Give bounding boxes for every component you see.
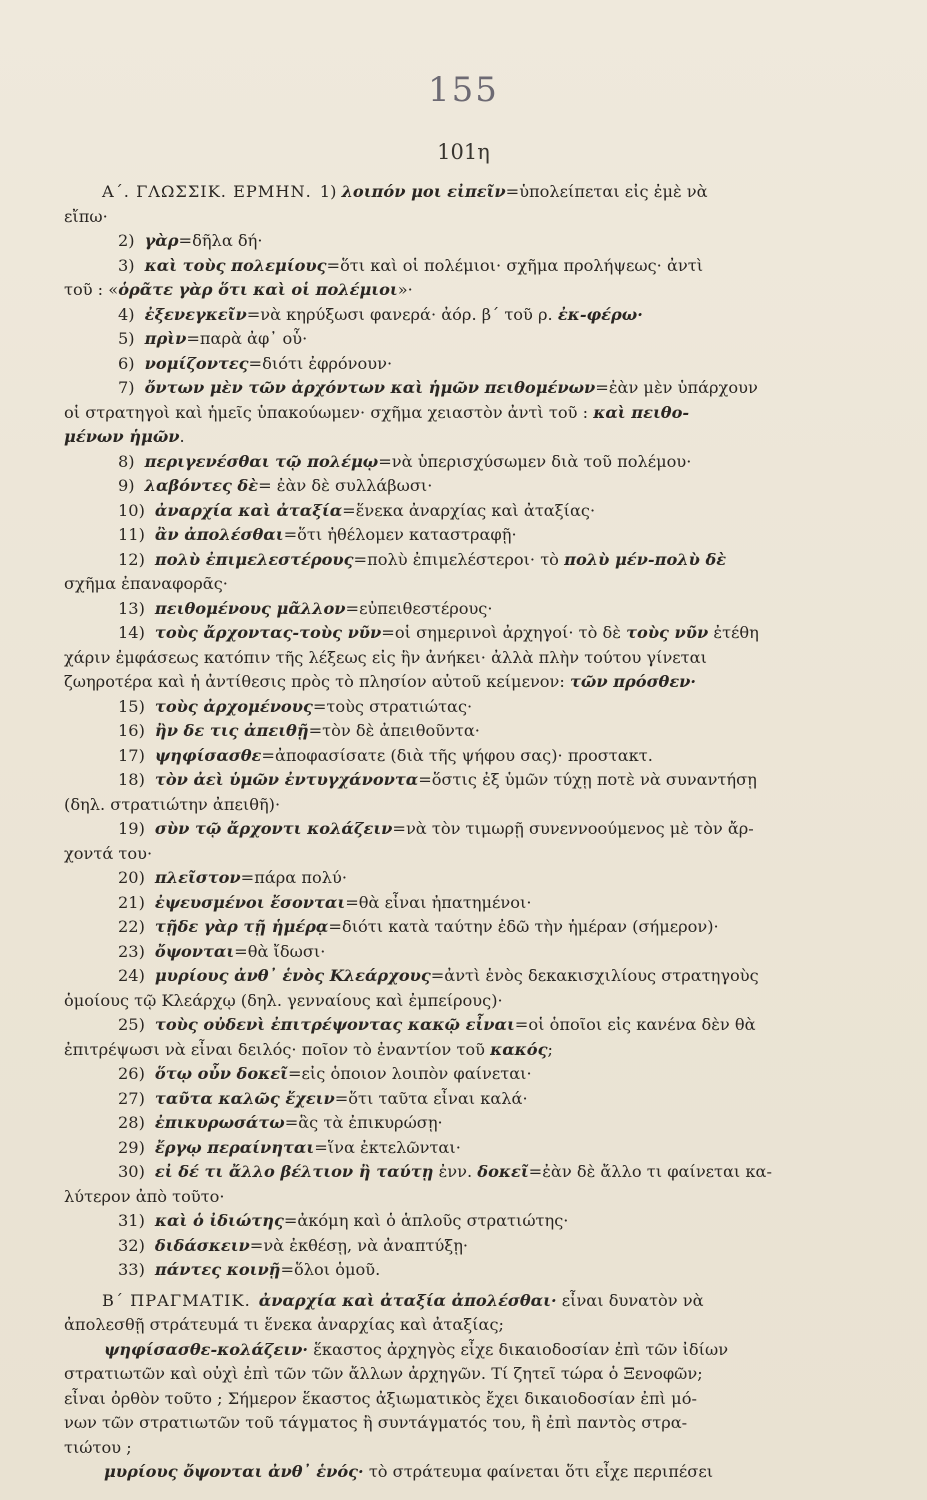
gloss-term: ὁρᾶτε γὰρ ὅτι καὶ οἱ πολέμιοι <box>118 280 398 299</box>
gloss-text: =τοὺς στρατιώτας· <box>312 696 473 716</box>
gloss-term: ἀναρχία καὶ ἀταξία ἀπολέσθαι· <box>258 1290 557 1310</box>
gloss-text: ; <box>547 1039 553 1059</box>
commentary-line <box>64 1362 857 1387</box>
gloss-text: =ὑπολείπεται εἰς ἐμὲ νὰ <box>505 182 708 201</box>
gloss-number: 18) <box>118 770 145 789</box>
gloss-text: οἱ στρατηγοὶ καὶ ἡμεῖς ὑπακούωμεν· σχῆμα χειαστὸν ἀντὶ τοῦ : <box>64 402 589 422</box>
gloss-text: =ἵνα ἐκτελῶνται· <box>314 1137 461 1157</box>
gloss-line <box>64 891 857 916</box>
gloss-line <box>64 1087 857 1112</box>
commentary-text: τὸ στράτευμα φαίνεται ὅτι εἶχε περιπέσει <box>368 1462 714 1481</box>
gloss-line <box>64 670 857 695</box>
gloss-term: πλεῖστον <box>154 868 241 887</box>
gloss-text: σχῆμα ἐπαναφορᾶς· <box>64 574 228 593</box>
gloss-number: 22) <box>118 917 145 936</box>
gloss-term: πολὺ ἐπιμελεστέρους <box>154 549 354 569</box>
gloss-term: ὄψονται <box>154 941 235 961</box>
gloss-text: =νὰ ἐκθέσῃ, νὰ ἀναπτύξῃ· <box>249 1235 469 1255</box>
commentary-text: ἀπολεσθῇ στράτευμά τι ἕνεκα ἀναρχίας καὶ ἀταξίας; <box>64 1315 504 1334</box>
gloss-term: ψηφίσασθε-κολάζειν· <box>104 1339 309 1359</box>
gloss-term: τοὺς οὐδενὶ ἐπιτρέψοντας κακῷ εἶναι <box>154 1015 515 1034</box>
gloss-line <box>64 254 857 279</box>
gloss-line <box>64 376 857 401</box>
gloss-text: =νὰ κηρύξωσι φανερά· ἀόρ. β΄ τοῦ ρ. <box>246 304 553 324</box>
gloss-number: 33) <box>118 1260 145 1279</box>
gloss-line <box>64 1013 857 1038</box>
commentary-line <box>64 1387 857 1412</box>
gloss-term: ἐψευσμένοι ἔσονται <box>154 892 346 912</box>
gloss-term: λαβόντες δὲ <box>144 476 259 495</box>
gloss-term: καὶ πειθο- <box>593 402 690 422</box>
gloss-text: λύτερον ἀπὸ τοῦτο· <box>64 1186 225 1206</box>
gloss-term: μένων ἡμῶν <box>64 427 180 446</box>
gloss-term: πολὺ μέν-πολὺ δὲ <box>564 549 727 569</box>
gloss-number: 20) <box>118 868 145 887</box>
gloss-line <box>64 964 857 989</box>
gloss-text: =ἃς τὰ ἐπικυρώσῃ· <box>284 1113 443 1132</box>
gloss-line <box>64 1062 857 1087</box>
gloss-term: καὶ τοὺς πολεμίους <box>144 255 327 275</box>
gloss-text: =τὸν δὲ ἀπειθοῦντα· <box>308 721 480 740</box>
gloss-line <box>64 1234 857 1259</box>
gloss-line <box>64 499 857 524</box>
gloss-term: ὄντων μὲν τῶν ἀρχόντων καὶ ἡμῶν πειθομένων <box>144 378 596 397</box>
gloss-text: ζωηροτέρα καὶ ἡ ἀντίθεσις πρὸς τὸ πλησίον αὐτοῦ κείμενον: <box>64 672 565 691</box>
gloss-number: 30) <box>118 1162 145 1181</box>
gloss-number: 13) <box>118 598 145 618</box>
gloss-term: τῶν πρόσθεν· <box>570 672 697 691</box>
gloss-line <box>64 352 857 377</box>
gloss-line <box>64 817 857 842</box>
gloss-number: 21) <box>118 892 145 912</box>
commentary-line <box>64 1338 857 1363</box>
commentary-line <box>64 1460 857 1485</box>
gloss-text: =ὅτι ἠθέλομεν καταστραφῇ· <box>283 525 517 544</box>
gloss-number: 24) <box>118 966 145 985</box>
gloss-text: ἐτέθη <box>713 623 759 642</box>
gloss-number: 15) <box>118 696 145 716</box>
commentary-body <box>64 174 857 1485</box>
gloss-number: 2) <box>118 231 135 250</box>
gloss-line <box>64 205 857 230</box>
gloss-number: 25) <box>118 1015 145 1034</box>
gloss-term: λοιπόν μοι εἰπεῖν <box>341 182 506 201</box>
gloss-line <box>64 989 857 1014</box>
gloss-line <box>64 597 857 622</box>
gloss-text: =διότι κατὰ ταύτην ἐδῶ τὴν ἡμέραν (σήμερον)· <box>328 917 719 936</box>
gloss-number: 6) <box>118 353 135 373</box>
gloss-text: =ἕνεκα ἀναρχίας καὶ ἀταξίας· <box>342 500 596 520</box>
gloss-line <box>64 744 857 769</box>
gloss-number: 1) <box>319 182 337 201</box>
gloss-number: 3) <box>118 255 135 275</box>
gloss-text: =ὅτι ταῦτα εἶναι καλά· <box>334 1088 528 1108</box>
gloss-term: ταῦτα καλῶς ἔχειν <box>154 1088 335 1108</box>
gloss-term: τοὺς ἀρχομένους <box>154 696 313 716</box>
gloss-number: 11) <box>118 525 145 544</box>
gloss-line <box>64 278 857 303</box>
gloss-text: =θὰ ἴδωσι· <box>234 941 326 961</box>
gloss-text: (δηλ. στρατιώτην ἀπειθῆ)· <box>64 794 281 814</box>
gloss-line <box>64 842 857 867</box>
gloss-line <box>64 940 857 965</box>
gloss-term: τοὺς ἄρχοντας-τοὺς νῦν <box>154 623 382 642</box>
gloss-line <box>64 1111 857 1136</box>
section-b-label: Β΄ ΠΡΑΓΜΑΤΙΚ. <box>102 1290 251 1310</box>
gloss-text: =ὅστις ἐξ ὑμῶν τύχῃ ποτὲ νὰ συναντήσῃ <box>418 770 757 789</box>
gloss-term: καὶ ὁ ἰδιώτης <box>154 1211 284 1230</box>
gloss-line <box>64 1136 857 1161</box>
gloss-term: ψηφίσασθε <box>154 745 262 765</box>
gloss-line <box>64 646 857 671</box>
commentary-line <box>64 1313 857 1338</box>
gloss-term: ἐξενεγκεῖν <box>144 304 247 324</box>
gloss-line <box>64 1185 857 1210</box>
gloss-text: χάριν ἐμφάσεως κατόπιν τῆς λέξεως εἰς ἣν ἀνήκει· ἀλλὰ πλὴν τούτου γίνεται <box>64 647 707 667</box>
gloss-number: 10) <box>118 500 145 520</box>
gloss-number: 4) <box>118 304 135 324</box>
gloss-line <box>64 303 857 328</box>
gloss-text: =ἀκόμη καὶ ὁ ἁπλοῦς στρατιώτης· <box>283 1211 569 1230</box>
gloss-line <box>64 1258 857 1283</box>
gloss-line <box>64 450 857 475</box>
commentary-line <box>64 1411 857 1436</box>
gloss-text: =θὰ εἶναι ἠπατημένοι· <box>345 892 532 912</box>
commentary-text: νων τῶν στρατιωτῶν τοῦ τάγματος ἢ συντάγματός του, ἢ ἐπὶ παντὸς στρα- <box>64 1413 688 1432</box>
gloss-term: ἀναρχία καὶ ἀταξία <box>154 500 343 520</box>
gloss-text: =νὰ ὑπερισχύσωμεν διὰ τοῦ πολέμου· <box>378 451 692 471</box>
gloss-number: 32) <box>118 1235 145 1255</box>
gloss-text: =οἱ σημερινοὶ ἀρχηγοί· τὸ δὲ <box>381 623 621 642</box>
gloss-number: 8) <box>118 451 135 471</box>
gloss-line <box>64 1038 857 1063</box>
gloss-number: 29) <box>118 1137 145 1157</box>
gloss-number: 5) <box>118 329 135 348</box>
gloss-term: ἐπικυρωσάτω <box>154 1113 285 1132</box>
commentary-text: ἕκαστος ἀρχηγὸς εἶχε δικαιοδοσίαν ἐπὶ τῶν ἰδίων <box>313 1339 729 1359</box>
gloss-text: =νὰ τὸν τιμωρῇ συνεννοούμενος μὲ τὸν ἄρ- <box>392 819 754 838</box>
gloss-text: τοῦ : « <box>64 280 119 299</box>
gloss-text: ἐπιτρέψωσι νὰ εἶναι δειλός· ποῖον τὸ ἐναντίον τοῦ <box>64 1039 485 1059</box>
gloss-number: 19) <box>118 819 145 838</box>
gloss-line <box>64 1160 857 1185</box>
gloss-term: μυρίους ὄψονται ἀνθ᾽ ἑνός· <box>104 1462 364 1481</box>
gloss-line <box>64 425 857 450</box>
gloss-term: ἢν δε τις ἀπειθῇ <box>154 721 309 740</box>
gloss-number: 26) <box>118 1064 145 1083</box>
gloss-text: =δῆλα δή· <box>178 231 263 250</box>
gloss-term: πρὶν <box>144 329 187 348</box>
gloss-line <box>64 719 857 744</box>
gloss-text: =πάρα πολύ· <box>240 868 348 887</box>
gloss-term: δοκεῖ <box>477 1162 529 1181</box>
gloss-term: νομίζοντες <box>144 353 249 373</box>
commentary-text: τιώτου ; <box>64 1437 132 1457</box>
gloss-term: ἂν ἀπολέσθαι <box>154 525 284 544</box>
gloss-line <box>64 327 857 352</box>
gloss-number: 17) <box>118 745 145 765</box>
gloss-term: σὺν τῷ ἄρχοντι κολάζειν <box>154 819 393 838</box>
commentary-text: στρατιωτῶν καὶ οὐχὶ ἐπὶ τῶν τῶν ἄλλων ἀρχηγῶν. Τί ζητεῖ τώρα ὁ Ξενοφῶν; <box>64 1364 703 1383</box>
gloss-term: ἔργῳ περαίνηται <box>154 1137 315 1157</box>
gloss-term: τὸν ἀεὶ ὑμῶν ἐντυγχάνοντα <box>154 770 419 789</box>
page-number: 155 <box>428 70 499 110</box>
gloss-term: κακός <box>490 1039 548 1059</box>
gloss-text: ἐνν. <box>438 1162 473 1181</box>
gloss-text: = ἐὰν δὲ συλλάβωσι· <box>258 476 433 495</box>
gloss-text: =ὅλοι ὁμοῦ. <box>280 1260 381 1279</box>
commentary-line <box>64 1436 857 1461</box>
gloss-text: =παρὰ ἀφ᾽ οὗ· <box>186 329 308 348</box>
gloss-text: =ἐὰν μὲν ὑπάρχουν <box>595 378 758 397</box>
gloss-text: =πολὺ ἐπιμελέστεροι· τὸ <box>353 549 559 569</box>
gloss-line <box>64 915 857 940</box>
gloss-number: 16) <box>118 721 145 740</box>
gloss-number: 12) <box>118 549 145 569</box>
gloss-text: =οἱ ὁποῖοι εἰς κανένα δὲν θὰ <box>514 1015 756 1034</box>
gloss-text: εἴπω· <box>64 206 108 226</box>
gloss-text: »· <box>397 280 413 299</box>
gloss-line <box>64 621 857 646</box>
gloss-line <box>64 523 857 548</box>
gloss-line <box>64 572 857 597</box>
gloss-line <box>64 1209 857 1234</box>
gloss-text: ὁμοίους τῷ Κλεάρχῳ (δηλ. γενναίους καὶ ἐμπείρους)· <box>64 990 503 1010</box>
gloss-line <box>64 229 857 254</box>
gloss-term: διδάσκειν <box>154 1235 250 1255</box>
gloss-number: 23) <box>118 941 145 961</box>
gloss-text: =ἐὰν δὲ ἄλλο τι φαίνεται κα- <box>528 1162 772 1181</box>
gloss-term: ἐκ-φέρω· <box>557 304 643 324</box>
gloss-text: =ἀντὶ ἑνὸς δεκακισχιλίους στρατηγοὺς <box>430 966 759 985</box>
commentary-text: εἶναι ὀρθὸν τοῦτο ; Σήμερον ἕκαστος ἀξιωματικὸς ἔχει δικαιοδοσίαν ἐπὶ μό- <box>64 1388 697 1408</box>
gloss-term: μυρίους ἀνθ᾽ ἑνὸς Κλεάρχους <box>154 966 431 985</box>
chapter-number: 101η <box>437 140 490 164</box>
gloss-term: πάντες κοινῇ <box>154 1260 281 1279</box>
gloss-text: =εὐπειθεστέρους· <box>345 598 493 618</box>
section-a-line-1 <box>64 180 857 205</box>
gloss-number: 14) <box>118 623 145 642</box>
gloss-line <box>64 793 857 818</box>
gloss-line <box>64 866 857 891</box>
gloss-text: εἶναι δυνατὸν νὰ <box>561 1290 704 1310</box>
gloss-term: τῇδε γὰρ τῇ ἡμέρᾳ <box>154 917 329 936</box>
gloss-number: 9) <box>118 476 135 495</box>
section-a-label: Α΄. ΓΛΩΣΣΙΚ. ΕΡΜΗΝ. <box>102 182 312 201</box>
gloss-line <box>64 548 857 573</box>
gloss-term: τοὺς νῦν <box>626 623 709 642</box>
gloss-line <box>64 474 857 499</box>
gloss-text: =ὅτι καὶ οἱ πολέμιοι· σχῆμα προλήψεως· ἀντὶ <box>326 255 704 275</box>
gloss-term: εἰ δέ τι ἄλλο βέλτιον ἢ ταύτῃ <box>154 1162 434 1181</box>
gloss-number: 7) <box>118 378 135 397</box>
gloss-line <box>64 695 857 720</box>
section-b-line-1 <box>64 1289 857 1314</box>
gloss-number: 28) <box>118 1113 145 1132</box>
gloss-number: 27) <box>118 1088 145 1108</box>
gloss-term: γὰρ <box>144 231 179 250</box>
gloss-term: πειθομένους μᾶλλον <box>154 598 346 618</box>
gloss-number: 31) <box>118 1211 145 1230</box>
gloss-line <box>64 768 857 793</box>
gloss-term: περιγενέσθαι τῷ πολέμῳ <box>144 451 379 471</box>
gloss-text: =ἀποφασίσατε (διὰ τῆς ψήφου σας)· προστακτ. <box>261 745 653 765</box>
gloss-term: ὅτῳ οὖν δοκεῖ <box>154 1064 288 1083</box>
gloss-text: . <box>179 427 185 446</box>
gloss-text: =διότι ἐφρόνουν· <box>248 353 393 373</box>
gloss-text: χοντά του· <box>64 843 153 863</box>
gloss-text: =εἰς ὁποιον λοιπὸν φαίνεται· <box>287 1064 532 1083</box>
gloss-line <box>64 401 857 426</box>
